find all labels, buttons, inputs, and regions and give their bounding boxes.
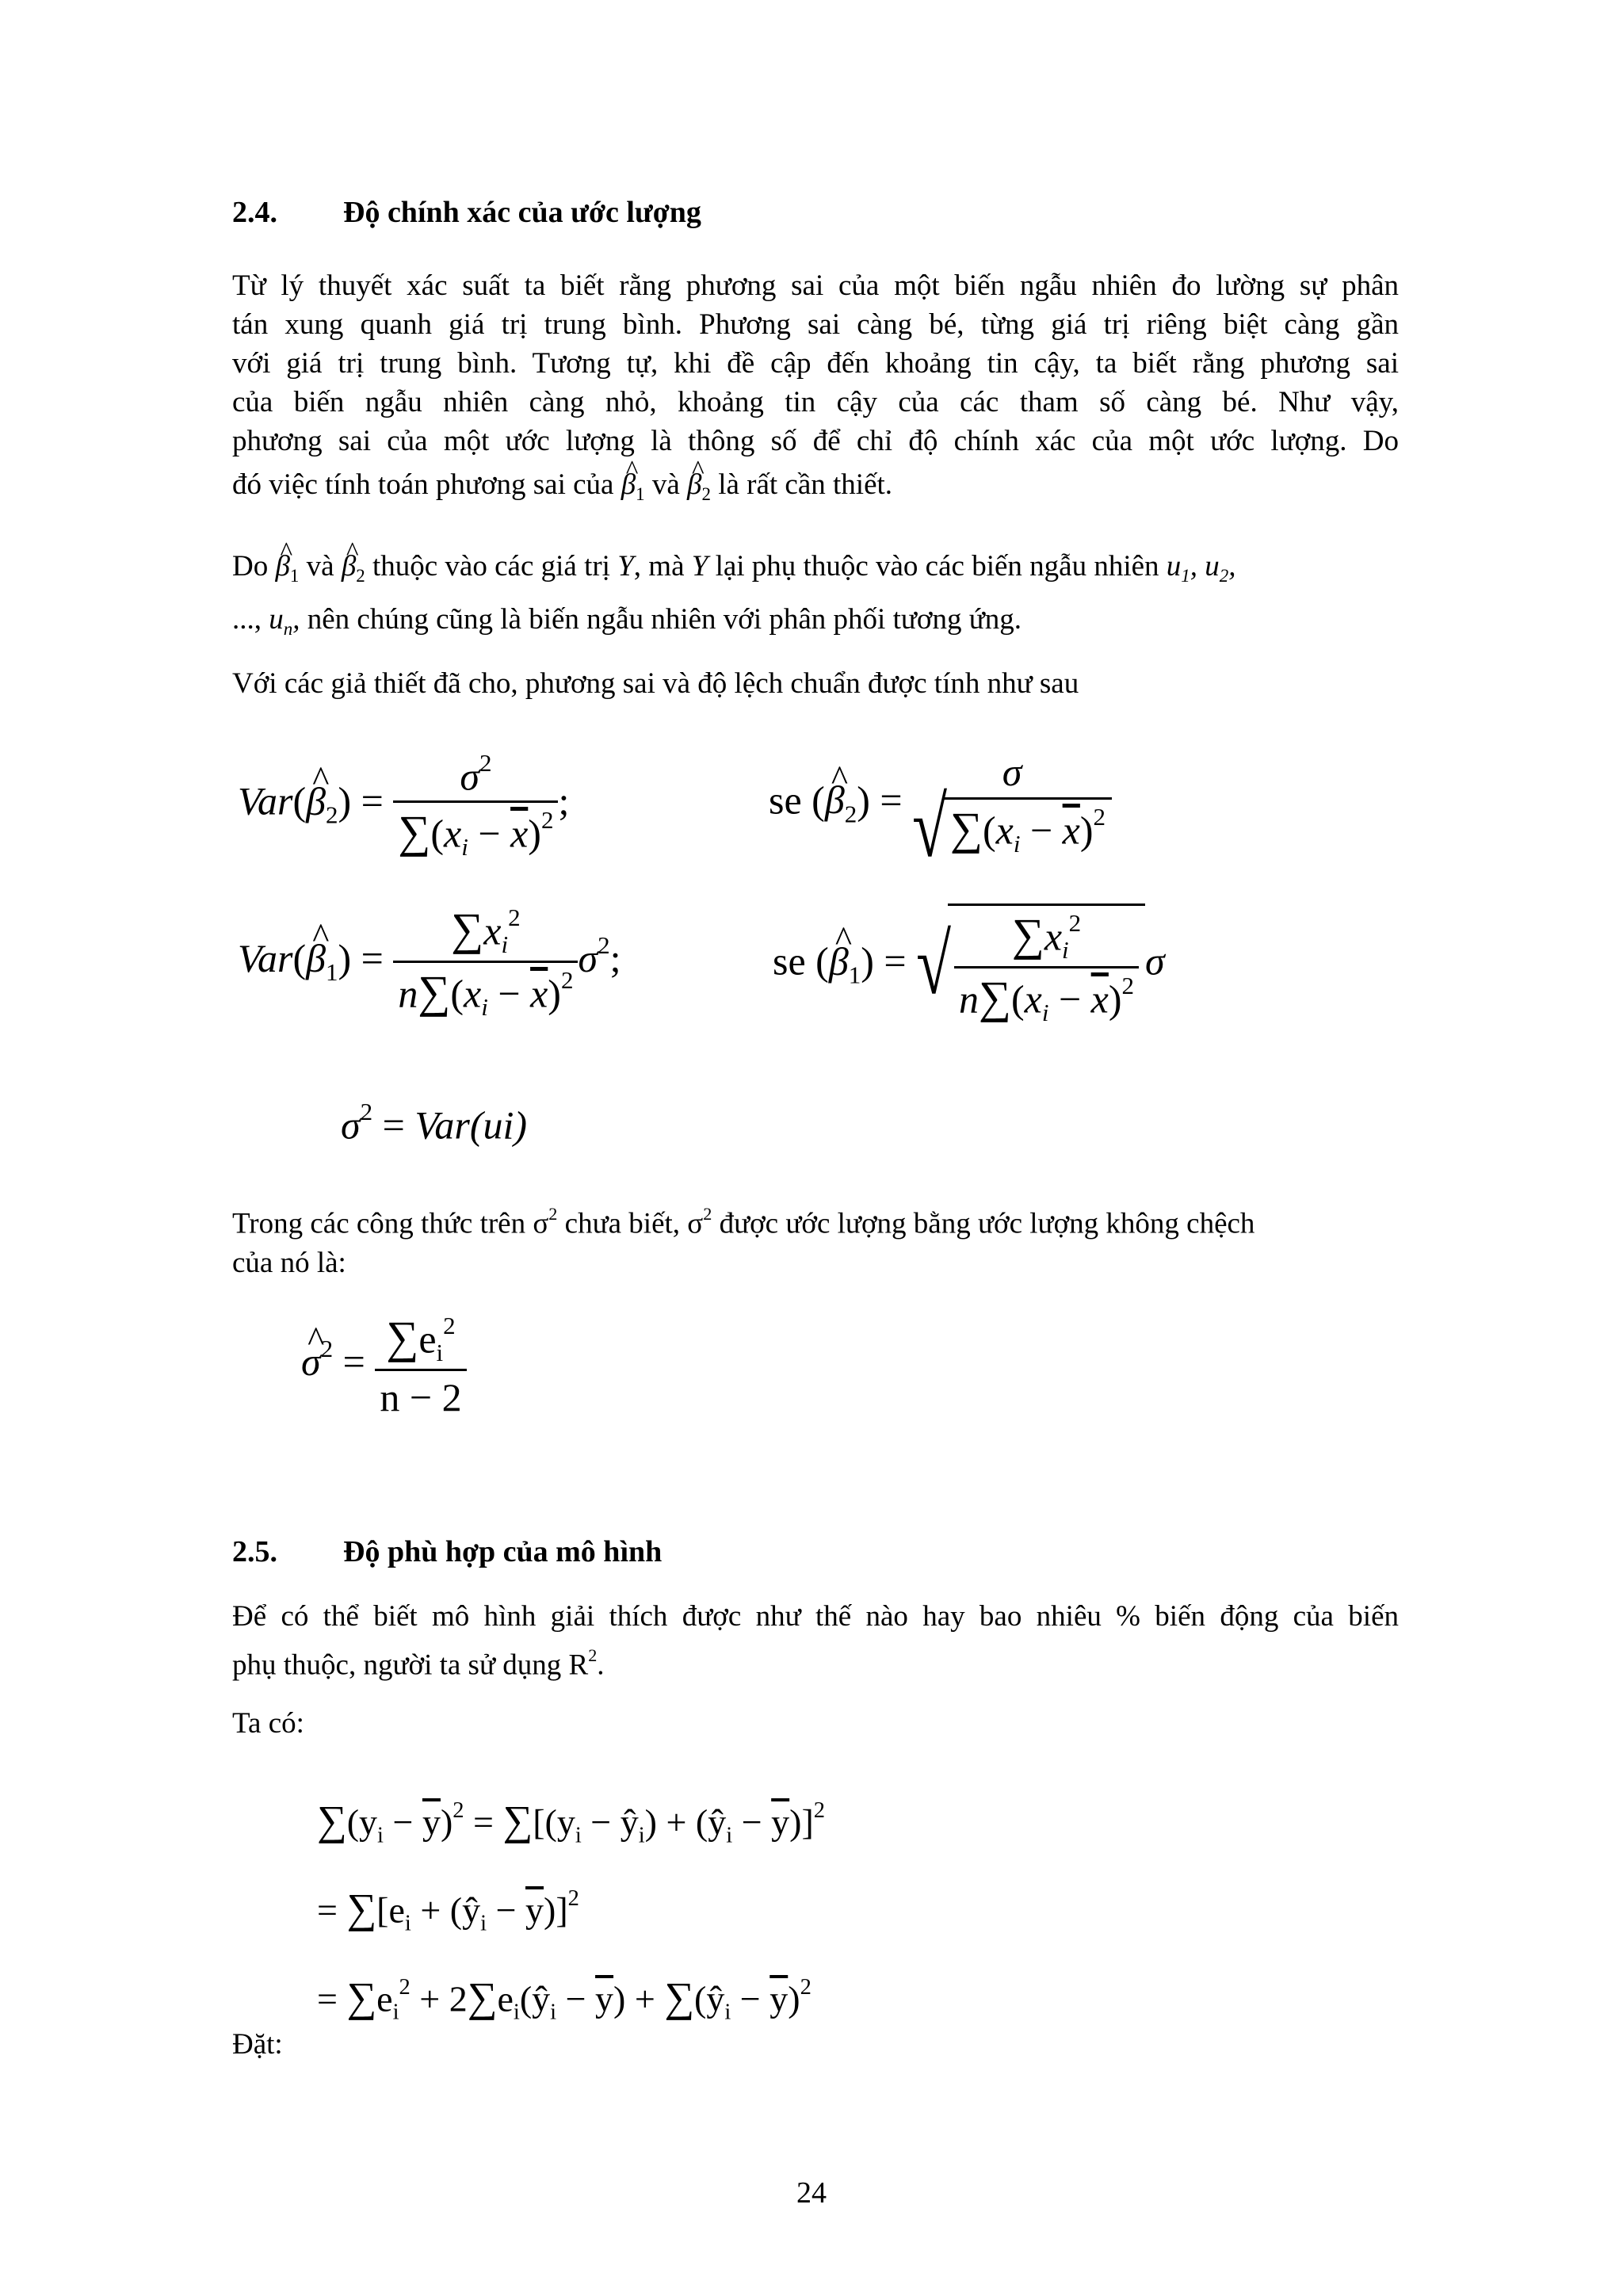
text-fragment: ..., — [232, 603, 262, 636]
section-heading-2-5 — [232, 1534, 662, 1569]
variable-y: Y — [617, 550, 634, 583]
text-fragment: đó việc tính toán phương sai của — [232, 468, 614, 501]
equation-line: $\sum(y_i - \overline{y})^2 = \sum[(y_i$ − $ŷ_i$) + $(ŷ_i - \overline{y})]^2$ — [317, 1797, 826, 1848]
text-fragment: Do — [232, 550, 269, 583]
fraction: $\frac{\sum x_i^2}{n\sum(x_i - \overline{x})^2}$ — [954, 909, 1139, 1027]
var-ui-label: Var(ui) — [414, 1102, 528, 1148]
section-number: 2.5. — [232, 1535, 277, 1568]
beta-2-hat: ^ $\beta_2$ — [342, 550, 365, 583]
paragraph-variance-intro — [232, 266, 1399, 514]
formula-var-beta1: Var(^ $\beta_1$) = $\frac{\sum x_i^2}{n\sum(x_i - \overline{x})^2}$ $\sigma^2$; — [238, 904, 621, 1022]
fraction: $\frac{\sum x_i^2}{n\sum(x_i - \overline{x})^2}$ — [393, 904, 578, 1022]
text-line — [232, 1194, 1399, 1244]
paragraph-formulas-intro — [232, 664, 1399, 703]
text-line: của biến ngẫu nhiên càng nhỏ, khoảng tin cậy của các tham số càng bé. Như vậy, — [232, 386, 1399, 418]
text-line: Từ lý thuyết xác suất ta biết rằng phương sai của một biến ngẫu nhiên đo lường sự phân — [232, 269, 1399, 302]
equation-line: = $\sum[e_i$ + $(ŷ_i - \overline{y})]^2$ — [317, 1885, 579, 1936]
text-line — [232, 465, 1399, 514]
paragraph-unbiased-estimate — [232, 1194, 1399, 1282]
fraction: $\frac{\sigma^2}{\sum(x_i - \overline{x})^2}$ — [393, 749, 558, 861]
formula-sigma-squared: $\sigma^2 = Var(ui)$ — [341, 1098, 528, 1148]
text-line: phương sai của một ước lượng là thông số để chỉ độ chính xác của một ước lượng. Do — [232, 425, 1399, 457]
text-fragment: là rất cần thiết. — [718, 468, 893, 501]
fraction: σ √ $\sum(x_i - \overline{x})^2$ — [912, 749, 1112, 860]
text-line — [232, 600, 1399, 648]
text-fragment: , mà — [633, 550, 685, 583]
fraction: $\frac{\sum e_i^2}{n - 2}$ — [375, 1312, 466, 1420]
section-number: 2.4. — [232, 196, 277, 229]
text-line — [232, 1636, 1399, 1685]
paragraph-r-squared — [232, 1597, 1399, 1685]
var-label: Var — [238, 778, 293, 823]
section-title: Độ phù hợp của mô hình — [343, 1535, 663, 1568]
superscript: 2 — [703, 1204, 712, 1224]
text-fragment: thuộc vào các giá trị — [372, 550, 610, 583]
text-fragment: lại phụ thuộc vào các biến ngẫu nhiên — [715, 550, 1159, 583]
beta-2-hat: ^ $\beta_2$ — [687, 468, 711, 501]
text-line: của nó là: — [232, 1246, 346, 1279]
variable-y: Y — [691, 550, 708, 583]
beta-1-hat: ^ $\beta_1$ — [275, 550, 299, 583]
text-line: Để có thể biết mô hình giải thích được như thế nào hay bao nhiêu % biến động của biến — [232, 1600, 1399, 1633]
formula-se-beta2: se (^ $\beta_2$) = σ √ $\sum(x_i - \overline{x})^2$ — [769, 749, 1112, 860]
text-line: tán xung quanh giá trị trung bình. Phương sai càng bé, từng giá trị riêng biệt càng gần — [232, 308, 1399, 341]
text-line — [232, 547, 1399, 595]
beta-1-hat: ^ $\beta_1$ — [621, 468, 645, 501]
text-line: Ta có: — [232, 1707, 304, 1740]
se-label: se — [769, 777, 802, 823]
page-number: 24 — [796, 2176, 827, 2210]
formula-sum-of-squares — [317, 1779, 825, 2044]
text-line: Với các giả thiết đã cho, phương sai và độ lệch chuẩn được tính như sau — [232, 667, 1079, 700]
variable-u2: $u_2$, — [1205, 550, 1236, 586]
superscript: 2 — [588, 1645, 598, 1665]
section-title: Độ chính xác của ước lượng — [343, 196, 701, 229]
text-fragment: phụ thuộc, người ta sử dụng R — [232, 1648, 589, 1682]
text-line: với giá trị trung bình. Tương tự, khi đề cập đến khoảng tin cậy, ta biết rằng phương sai — [232, 347, 1399, 380]
text-fragment: được ước lượng bằng ước lượng không chệch — [719, 1207, 1255, 1240]
paragraph-ta-co — [232, 1704, 1399, 1743]
formula-se-beta1: se (^ $\beta_1$) = √ $\frac{\sum x_i^2}{n\sum(x_i - \overline{x})^2}$ σ — [773, 904, 1165, 1027]
text-fragment: . — [597, 1648, 605, 1682]
formula-sigma-hat-squared: ^ $\sigma^2$ = $\frac{\sum e_i^2}{n - 2}$ — [301, 1312, 467, 1420]
paragraph-random-variables — [232, 547, 1399, 648]
variable-u1: $u_1$, — [1166, 550, 1197, 586]
var-label: Var — [238, 936, 293, 981]
paragraph-dat — [232, 2025, 1399, 2064]
text-fragment: Trong các công thức trên σ — [232, 1207, 549, 1240]
se-label: se — [773, 938, 806, 984]
variable-un: $u_n$, — [269, 603, 300, 640]
equation-line: = $\sum e_i^2$ + $2\sum e_i(ŷ_i - \overline{y})$ + $\sum(ŷ_i - \overline{y})^2$ — [317, 1974, 812, 2025]
superscript: 2 — [548, 1204, 558, 1224]
text-fragment: nên chúng cũng là biến ngẫu nhiên với phân phối tương ứng. — [307, 603, 1022, 636]
text-fragment: và — [651, 468, 680, 501]
text-line: Đặt: — [232, 2028, 283, 2061]
section-heading-2-4 — [232, 195, 701, 230]
text-fragment: chưa biết, σ — [564, 1207, 704, 1240]
text-fragment: và — [306, 550, 334, 583]
formula-var-beta2: Var(^ $\beta_2$) = $\frac{\sigma^2}{\sum(x_i - \overline{x})^2}$ ; — [238, 749, 569, 861]
